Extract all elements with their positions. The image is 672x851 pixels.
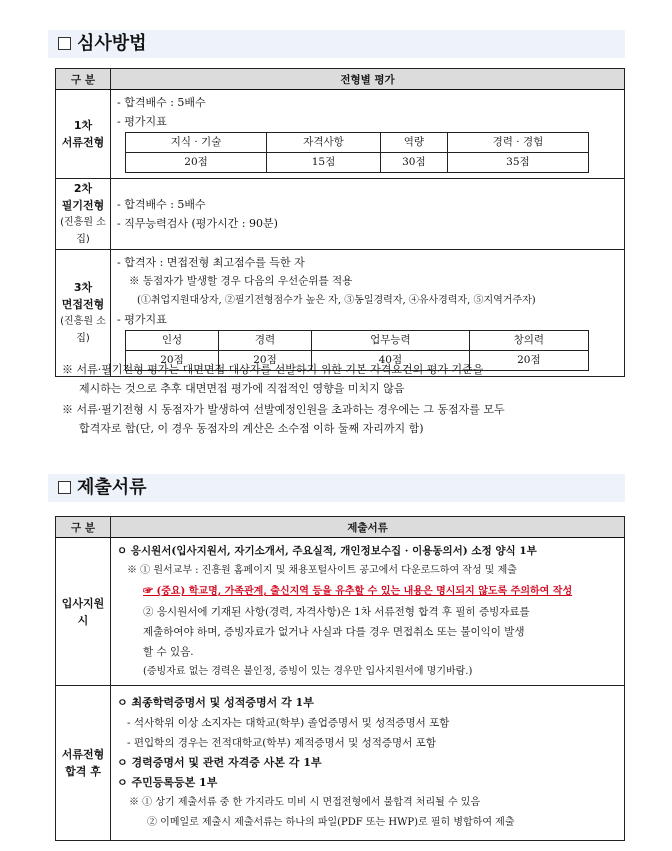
transfer-note: - 편입학의 경우는 전적대학교(학부) 제적증명서 및 성적증명서 포함: [127, 737, 436, 749]
criteria-score: 15점: [267, 153, 381, 173]
resident-register-item: ㅇ 주민등록등본 1부: [117, 776, 218, 789]
stage2-label: [56, 179, 111, 250]
row-application: [56, 538, 625, 686]
stage2-note: (진흥원 소집): [60, 217, 106, 245]
row-stage3: [56, 250, 625, 377]
section-title: 심사방법: [77, 33, 147, 54]
criteria-header: 경력: [219, 331, 312, 351]
stage2-test: - 직무능력검사 (평가시간 : 90분): [117, 217, 278, 230]
stage1-name: 서류전형: [61, 136, 105, 149]
education-certificate-item: ㅇ 최종학력증명서 및 성적증명서 각 1부: [117, 696, 314, 709]
stage3-winner: - 합격자 : 면접전형 최고점수를 득한 자: [117, 256, 305, 269]
stage3-body: [111, 250, 625, 377]
stage3-priority: (①취업지원대상자, ②필기전형점수가 높은 자, ③동일경력자, ④유사경력자, ⑤지역거주자): [137, 295, 536, 306]
application-note3: (증빙자료 없는 경력은 불인정, 증빙이 있는 경우만 입사지원서에 명기바람.): [143, 666, 473, 677]
row-after-pass: [56, 686, 625, 841]
stage3-tie-rule: ※ 동점자가 발생할 경우 다음의 우선순위를 적용: [129, 275, 353, 287]
career-certificate-item: ㅇ 경력증명서 및 관련 자격증 사본 각 1부: [117, 756, 322, 769]
criteria-header: 역량: [380, 133, 447, 153]
criteria-score: 20점: [469, 351, 588, 371]
stage3-name: 면접전형: [61, 298, 105, 311]
note2-line2: 합격자로 함(단, 이 경우 동점자의 계산은 소수점 이하 둘째 자리까지 함): [79, 422, 424, 435]
criteria-score: 35점: [447, 153, 588, 173]
criteria-header: 업무능력: [312, 331, 470, 351]
criteria-score: 20점: [126, 351, 219, 371]
criteria-score: 20점: [126, 153, 267, 173]
stage2-name: 필기전형: [61, 199, 105, 212]
col-header-category: 구 분: [56, 69, 111, 90]
col-header-evaluation: 전형별 평가: [111, 69, 625, 90]
checkbox-square-icon: [58, 481, 71, 494]
checkbox-square-icon: [58, 37, 71, 50]
after-pass-note2: ② 이메일로 제출시 제출서류는 하나의 파일(PDF 또는 HWP)로 필히 병합하여 제출: [147, 817, 515, 828]
criteria-score: 40점: [312, 351, 470, 371]
section-heading-documents: [48, 474, 625, 502]
criteria-score: 30점: [380, 153, 447, 173]
stage1-number: 1차: [73, 119, 93, 132]
note1-line1: ※ 서류·필기전형 평가는 대면면접 대상자를 선발하기 위한 기본 자격요건의 평가 기준을: [62, 363, 484, 376]
after-pass-label-line2: 합격 후: [65, 765, 101, 778]
application-form-item: ㅇ 응시원서(입사지원서, 자기소개서, 주요실적, 개인정보수집 · 이용동의서) 소정 양식 1부: [117, 545, 537, 557]
after-pass-note1: ※ ① 상기 제출서류 중 한 가지라도 미비 시 면접전형에서 불합격 처리될 수 있음: [129, 797, 481, 808]
stage3-criteria-label: - 평가지표: [117, 313, 167, 326]
note2-line1: ※ 서류·필기전형 시 동점자가 발생하여 선발예정인원을 초과하는 경우에는 그 동점자를 모두: [62, 403, 505, 416]
note1-line2: 제시하는 것으로 추후 대면면접 평가에 직접적인 영향을 미치지 않음: [79, 382, 405, 395]
documents-table: [55, 516, 625, 841]
after-pass-label: [56, 686, 111, 841]
masters-note: - 석사학위 이상 소지자는 대학교(학부) 졸업증명서 및 성적증명서 포함: [127, 717, 450, 729]
criteria-score: 20점: [219, 351, 312, 371]
stage2-body: [111, 179, 625, 250]
criteria-header: 창의력: [469, 331, 588, 351]
stage2-number: 2차: [73, 182, 93, 195]
stage1-criteria-table: [125, 132, 589, 173]
application-note1: ※ ① 원서교부 : 진흥원 홈페이지 및 채용포털사이트 공고에서 다운로드하여 작성 및 제출: [127, 565, 517, 576]
after-pass-body: [111, 686, 625, 841]
stage1-criteria-label: - 평가지표: [117, 115, 167, 128]
after-pass-label-line1: 서류전형: [61, 748, 105, 761]
row-stage1: [56, 90, 625, 179]
section-title: 제출서류: [77, 477, 147, 498]
application-note2-line3: 할 수 있음.: [143, 646, 194, 658]
evaluation-table: [55, 68, 625, 377]
stage1-label: [56, 90, 111, 179]
stage1-multiplier: - 합격배수 : 5배수: [117, 96, 206, 109]
stage3-label: [56, 250, 111, 377]
application-note2-line1: ② 응시원서에 기재된 사항(경력, 자격사항)은 1차 서류전형 합격 후 필히 증빙자료를: [143, 606, 530, 618]
application-warning: ☞ (중요) 학교명, 가족관계, 출신지역 등을 유추할 수 있는 내용은 명시되지 않도록 주의하여 작성: [143, 586, 573, 597]
stage1-body: [111, 90, 625, 179]
application-label: 입사지원시: [56, 538, 111, 686]
criteria-header: 인성: [126, 331, 219, 351]
criteria-header: 경력 · 경험: [447, 133, 588, 153]
col-header-category: 구 분: [56, 517, 111, 538]
col-header-documents: 제출서류: [111, 517, 625, 538]
criteria-header: 지식 · 기술: [126, 133, 267, 153]
evaluation-notes: [62, 360, 632, 438]
stage3-note: (진흥원 소집): [60, 316, 106, 344]
application-body: [111, 538, 625, 686]
criteria-header: 자격사항: [267, 133, 381, 153]
stage2-multiplier: - 합격배수 : 5배수: [117, 198, 206, 211]
stage3-number: 3차: [73, 281, 93, 294]
section-heading-evaluation: [48, 30, 625, 58]
row-stage2: [56, 179, 625, 250]
application-note2-line2: 제출하여야 하며, 증빙자료가 없거나 사실과 다를 경우 면접취소 또는 불이익이 발생: [143, 626, 525, 638]
